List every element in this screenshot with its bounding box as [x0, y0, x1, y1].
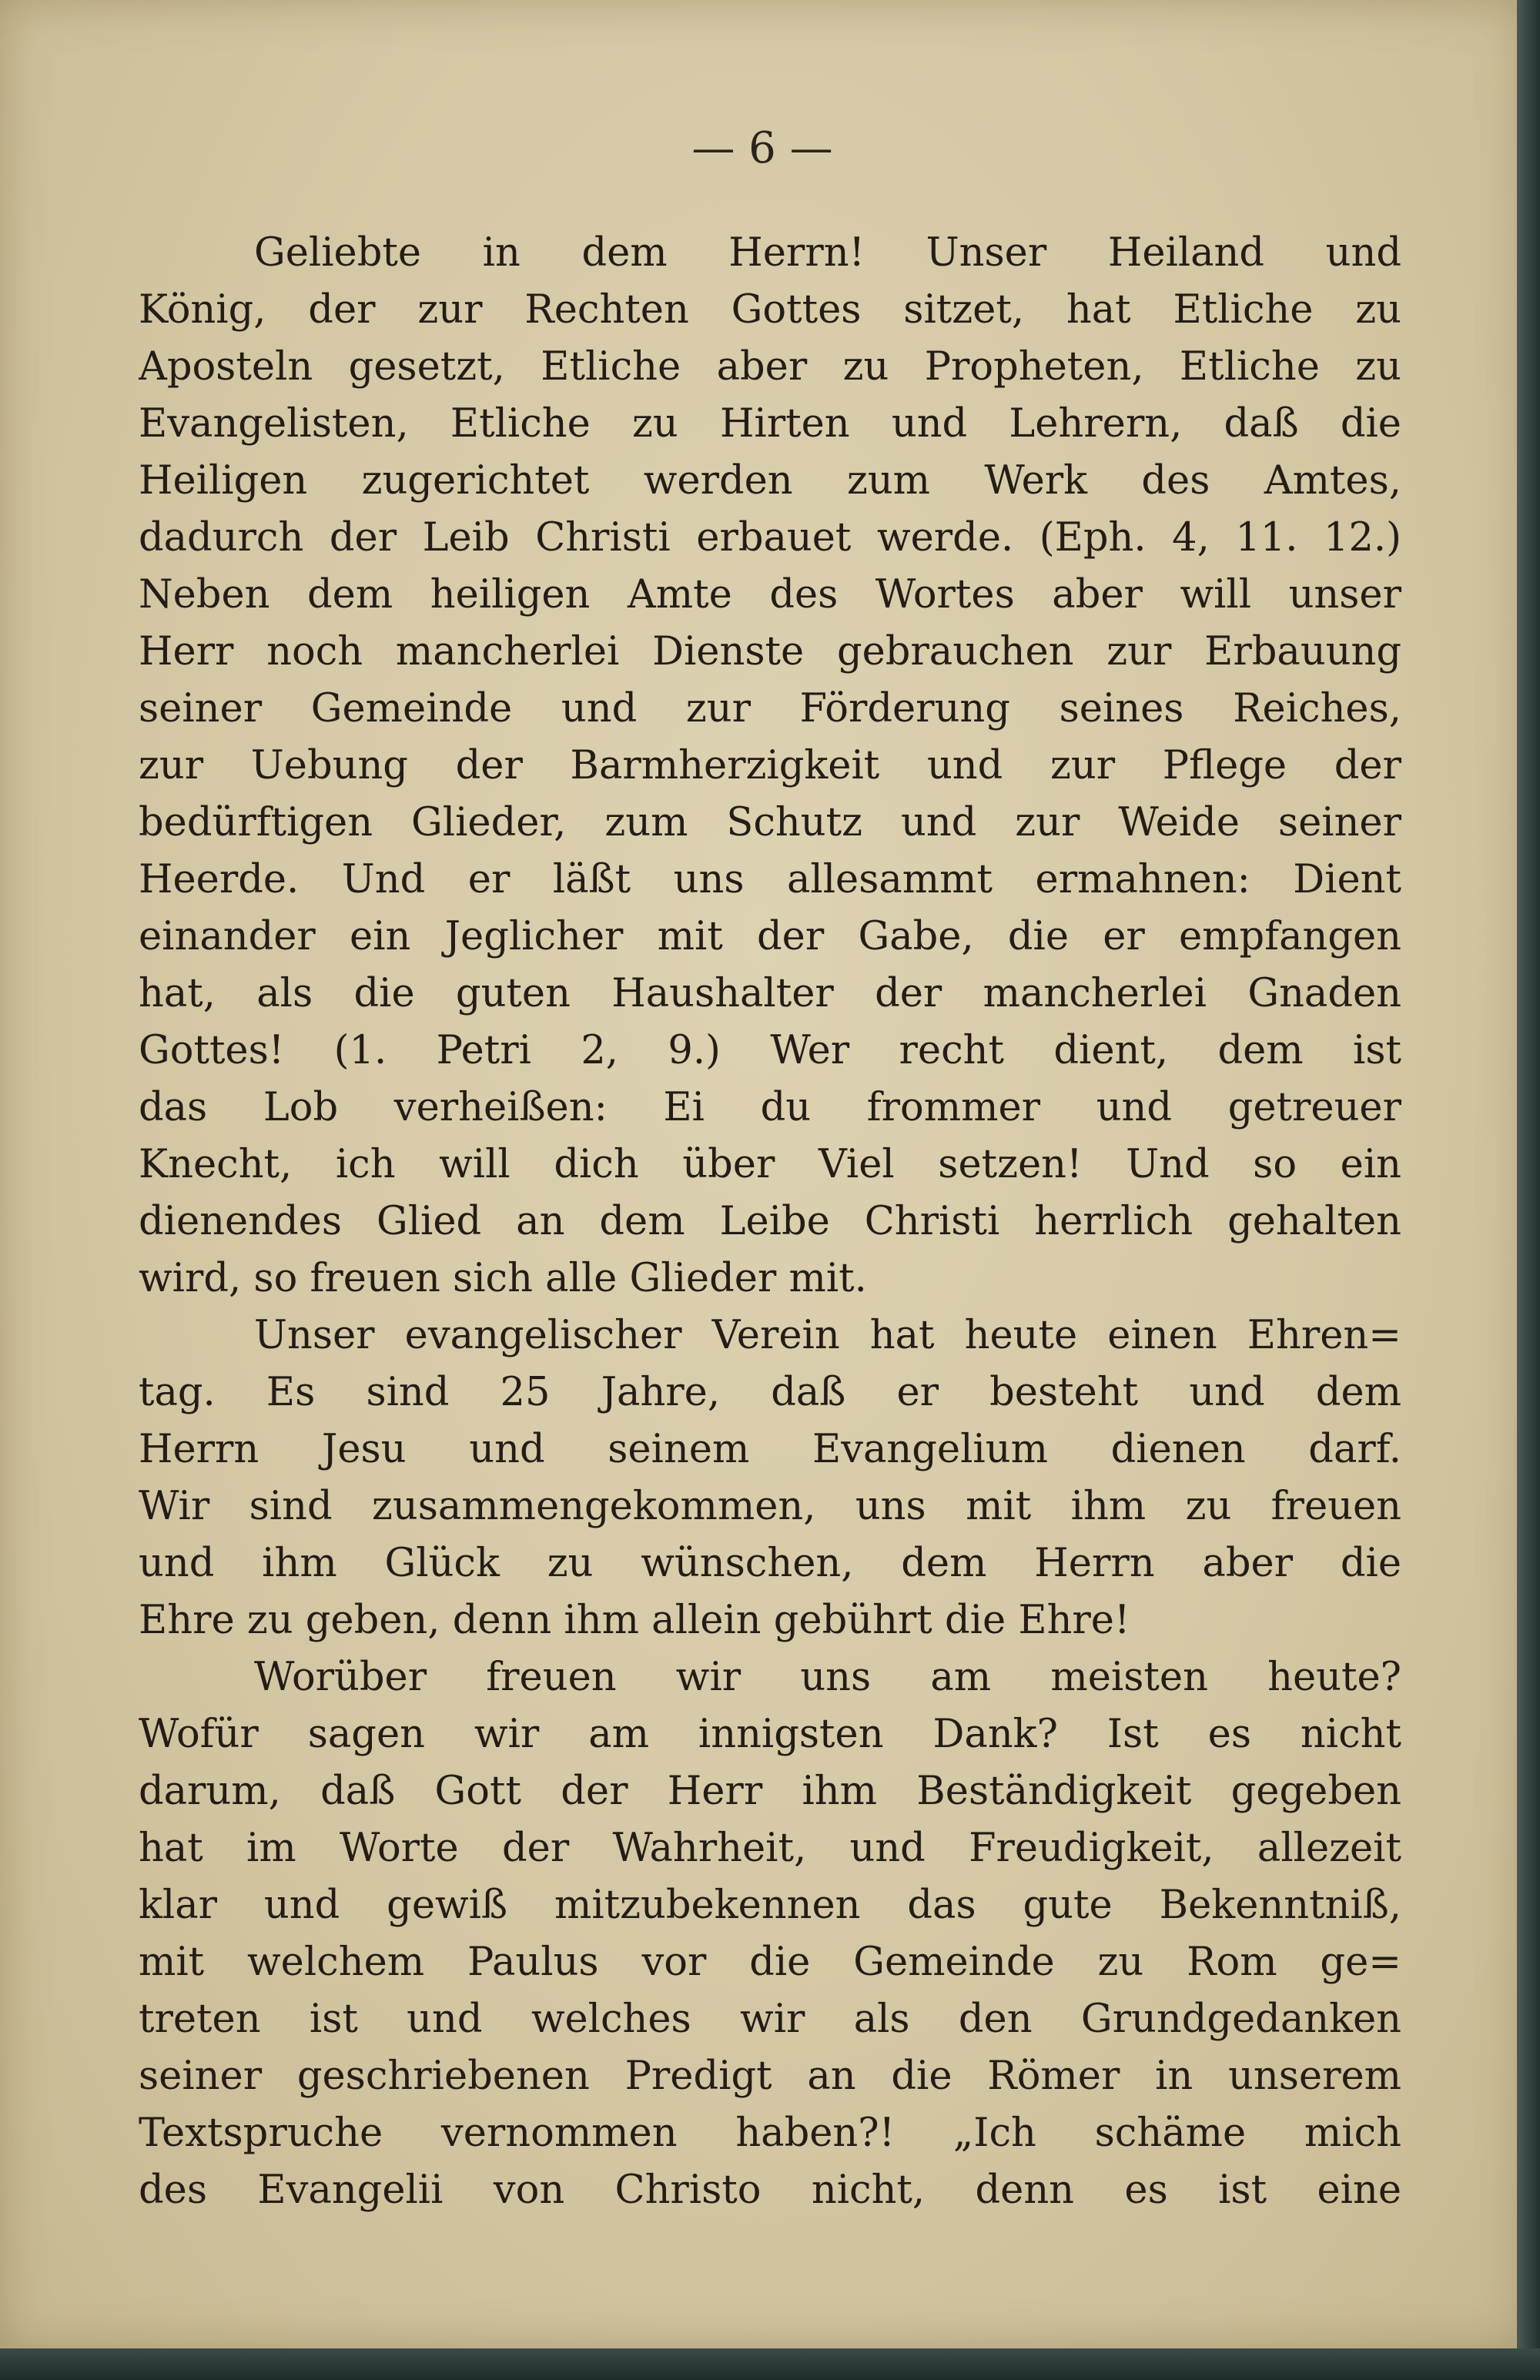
- text-line: dadurch der Leib Christi erbauet werde. (Eph. 4, 11. 12.): [139, 515, 1401, 561]
- text-line: dienendes Glied an dem Leibe Christi herrlich gehalten: [139, 1199, 1401, 1244]
- text-line: Wir sind zusammengekommen, uns mit ihm zu freuen: [139, 1484, 1401, 1529]
- text-line: Herr noch mancherlei Dienste gebrauchen zur Erbauung: [139, 629, 1401, 675]
- text-line: und ihm Glück zu wünschen, dem Herrn aber die: [139, 1541, 1401, 1586]
- text-line: bedürftigen Glieder, zum Schutz und zur Weide seiner: [139, 800, 1401, 845]
- text-line: zur Uebung der Barmherzigkeit und zur Pflege der: [139, 743, 1401, 788]
- book-cover-edge-right: [1517, 0, 1540, 2380]
- text-line: des Evangelii von Christo nicht, denn es ist eine: [139, 2167, 1401, 2213]
- book-cover-edge-bottom: [0, 2348, 1540, 2380]
- text-line: wird, so freuen sich alle Glieder mit.: [139, 1256, 867, 1301]
- text-line: Unser evangelischer Verein hat heute einen Ehren=: [254, 1313, 1401, 1358]
- text-line: Evangelisten, Etliche zu Hirten und Lehrern, daß die: [139, 401, 1401, 447]
- text-line: Gottes! (1. Petri 2, 9.) Wer recht dient, dem ist: [139, 1028, 1401, 1073]
- text-line: Wofür sagen wir am innigsten Dank? Ist es nicht: [139, 1712, 1401, 1757]
- text-line: Herrn Jesu und seinem Evangelium dienen darf.: [139, 1427, 1401, 1472]
- text-line: Knecht, ich will dich über Viel setzen! Und so ein: [139, 1142, 1401, 1187]
- text-line: tag. Es sind 25 Jahre, daß er besteht und dem: [139, 1370, 1401, 1415]
- text-line: Geliebte in dem Herrn! Unser Heiland und: [254, 230, 1401, 276]
- text-line: seiner geschriebenen Predigt an die Römer in unserem: [139, 2054, 1401, 2099]
- text-line: König, der zur Rechten Gottes sitzet, hat Etliche zu: [139, 287, 1401, 333]
- text-line: mit welchem Paulus vor die Gemeinde zu Rom ge=: [139, 1940, 1401, 1985]
- text-line: hat im Worte der Wahrheit, und Freudigkeit, allezeit: [139, 1826, 1401, 1871]
- text-line: treten ist und welches wir als den Grundgedanken: [139, 1997, 1401, 2042]
- text-line: klar und gewiß mitzubekennen das gute Bekenntniß,: [139, 1883, 1401, 1928]
- text-line: das Lob verheißen: Ei du frommer und getreuer: [139, 1085, 1401, 1130]
- text-line: Worüber freuen wir uns am meisten heute?: [254, 1655, 1401, 1700]
- body-text: [139, 225, 1401, 2219]
- text-line: hat, als die guten Haushalter der mancherlei Gnaden: [139, 971, 1401, 1016]
- page-number: — 6 —: [691, 123, 833, 173]
- text-line: Aposteln gesetzt, Etliche aber zu Propheten, Etliche zu: [139, 344, 1401, 390]
- text-line: Heerde. Und er läßt uns allesammt ermahnen: Dient: [139, 857, 1401, 902]
- text-line: darum, daß Gott der Herr ihm Beständigkeit gegeben: [139, 1769, 1401, 1814]
- text-line: Neben dem heiligen Amte des Wortes aber will unser: [139, 572, 1401, 618]
- text-line: einander ein Jeglicher mit der Gabe, die er empfangen: [139, 914, 1401, 959]
- text-line: Textspruche vernommen haben?! „Ich schäme mich: [139, 2111, 1401, 2156]
- text-line: Heiligen zugerichtet werden zum Werk des Amtes,: [139, 458, 1401, 504]
- text-line: Ehre zu geben, denn ihm allein gebührt die Ehre!: [139, 1598, 1130, 1643]
- text-line: seiner Gemeinde und zur Förderung seines Reiches,: [139, 686, 1401, 731]
